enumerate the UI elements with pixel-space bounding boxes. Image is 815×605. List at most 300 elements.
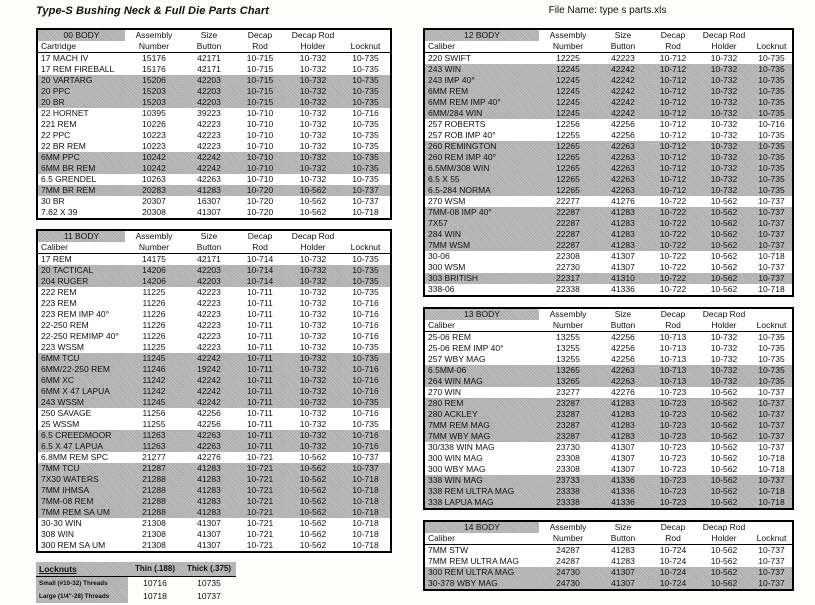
table-body (424, 545, 793, 591)
table-row (37, 207, 391, 219)
part-number-cell: 10-735 (341, 265, 391, 276)
part-number-cell: 10-732 (299, 309, 327, 319)
part-number-cell: 10-562 (285, 474, 341, 485)
col-header-holder: Holder (697, 533, 751, 545)
part-number-cell: 10-722 (659, 262, 687, 272)
part-number-cell: 10-562 (710, 453, 738, 463)
part-number-cell: 10-735 (352, 130, 379, 140)
table-row (424, 75, 793, 86)
table-row (424, 251, 793, 262)
part-number-cell: 11226 (142, 320, 166, 330)
part-number-cell: 42263 (597, 174, 649, 185)
part-number-cell: 42256 (611, 130, 635, 140)
part-number-cell: 22287 (539, 207, 597, 218)
part-number-cell: 10226 (142, 119, 166, 129)
part-number-cell: 13255 (556, 343, 580, 353)
col-header-locknut: Locknut (341, 242, 391, 254)
table-row (424, 365, 793, 376)
part-number-cell: 42263 (183, 430, 235, 441)
part-number-cell: 10-722 (649, 218, 697, 229)
part-number-cell: 10-711 (247, 342, 273, 352)
table-row (424, 273, 793, 284)
part-number-cell: 10-562 (299, 452, 327, 462)
part-number-cell: 10-562 (710, 251, 738, 261)
table-row (424, 262, 793, 273)
body-label: 00 BODY (37, 29, 125, 41)
part-number-cell: 10-712 (659, 119, 687, 129)
part-number-cell: 10-732 (299, 141, 327, 151)
table-row (37, 419, 391, 430)
table-row (37, 276, 391, 287)
part-number-cell: 42263 (597, 365, 649, 376)
locknut-row-label: Small (#10-32) Threads (36, 577, 128, 591)
caliber-cell: 17 REM (41, 254, 72, 264)
part-number-cell: 10-732 (697, 141, 751, 152)
part-number-cell: 10-718 (758, 464, 785, 474)
table-header-row (424, 320, 793, 332)
part-number-cell: 42263 (597, 152, 649, 163)
part-number-cell: 12255 (556, 130, 580, 140)
caliber-cell: 25-06 REM (428, 332, 471, 342)
part-number-cell: 23287 (539, 431, 597, 442)
part-number-cell: 11245 (125, 353, 183, 364)
part-number-cell: 10-562 (710, 545, 738, 555)
table-row (424, 376, 793, 387)
table-row (37, 540, 391, 552)
part-number-cell: 10-732 (299, 408, 327, 418)
part-number-cell: 42256 (197, 408, 221, 418)
part-number-cell: 42203 (183, 75, 235, 86)
part-number-cell: 22287 (539, 240, 597, 251)
caliber-cell: 30/338 WIN MAG (428, 442, 495, 452)
part-number-cell: 42242 (183, 353, 235, 364)
table-row (37, 97, 391, 108)
caliber-cell: 17 MACH IV (41, 53, 89, 63)
part-number-cell: 10-735 (751, 365, 793, 376)
col-header-size: Button (183, 242, 235, 254)
table-row (424, 486, 793, 497)
part-number-cell: 10-716 (352, 408, 379, 418)
part-number-cell: 10-737 (751, 240, 793, 251)
col-header-decap: Decap (247, 231, 273, 241)
col-header-holder: Holder (697, 320, 751, 332)
part-number-cell: 42223 (197, 309, 221, 319)
table-row (37, 452, 391, 463)
caliber-cell: 303 BRITISH (424, 273, 539, 284)
part-number-cell: 10-723 (659, 442, 687, 452)
caliber-cell: 260 REMINGTON (424, 141, 539, 152)
table-header-row (37, 29, 391, 41)
part-number-cell: 42242 (597, 86, 649, 97)
col-header-decap: Rod (649, 41, 697, 53)
part-number-cell: 41283 (597, 229, 649, 240)
part-number-cell: 12225 (556, 53, 580, 63)
part-number-cell: 10-710 (246, 119, 274, 129)
part-number-cell: 42203 (183, 86, 235, 97)
part-number-cell: 10-712 (649, 97, 697, 108)
col-header-decap: Rod (235, 41, 285, 53)
part-number-cell: 10-735 (758, 332, 785, 342)
table-row (424, 229, 793, 240)
parts-table-11-body (36, 229, 392, 553)
col-header-assembly: Number (125, 41, 183, 53)
part-number-cell: 10-737 (751, 475, 793, 486)
part-number-cell: 10395 (142, 108, 166, 118)
part-number-cell: 10-711 (235, 353, 285, 364)
part-number-cell: 10-562 (697, 567, 751, 578)
part-number-cell: 42223 (197, 331, 221, 341)
caliber-cell: 7MM WBY MAG (424, 431, 539, 442)
table-row (424, 207, 793, 218)
part-number-cell: 41307 (197, 207, 221, 217)
caliber-cell: 6.5-284 NORMA (424, 185, 539, 196)
caliber-cell: 22-250 REMIMP 40° (41, 331, 119, 341)
table-row (37, 298, 391, 309)
part-number-cell: 42223 (197, 287, 221, 297)
caliber-cell: 22 BR REM (41, 141, 86, 151)
part-number-cell: 10-716 (341, 375, 391, 386)
part-number-cell: 10-562 (697, 273, 751, 284)
caliber-cell: 243 WIN (424, 64, 539, 75)
table-header-row (424, 308, 793, 320)
part-number-cell: 42242 (597, 108, 649, 119)
table-row (424, 420, 793, 431)
table-row (37, 485, 391, 496)
part-number-cell: 10-711 (235, 441, 285, 452)
table-row (37, 353, 391, 364)
part-number-cell: 42171 (197, 64, 221, 74)
caliber-cell: 308 WIN (41, 529, 75, 539)
table-row (37, 185, 391, 196)
part-number-cell: 10-716 (341, 386, 391, 397)
part-number-cell: 10-737 (751, 273, 793, 284)
caliber-cell: 30-06 (428, 251, 450, 261)
caliber-cell: 300 WBY MAG (428, 464, 486, 474)
part-number-cell: 13255 (556, 332, 580, 342)
part-number-cell: 10-711 (247, 331, 273, 341)
part-number-cell: 10-562 (710, 196, 738, 206)
table-row (424, 86, 793, 97)
part-number-cell: 22308 (556, 251, 580, 261)
caliber-cell: 7X30 WATERS (37, 474, 125, 485)
part-number-cell: 10-718 (341, 474, 391, 485)
col-header-decap: Rod (649, 320, 697, 332)
part-number-cell: 12256 (556, 119, 580, 129)
part-number-cell: 10-737 (758, 442, 785, 452)
part-number-cell: 10-735 (751, 64, 793, 75)
caliber-cell: 6MM REM IMP 40° (424, 97, 539, 108)
caliber-cell: 17 REM FIREBALL (41, 64, 115, 74)
part-number-cell: 12265 (539, 185, 597, 196)
table-row (424, 53, 793, 65)
part-number-cell: 10-720 (246, 196, 274, 206)
part-number-cell: 41307 (597, 567, 649, 578)
col-header-decap: Decap (247, 30, 273, 40)
col-header-assembly: Assembly (549, 522, 587, 532)
table-row (37, 265, 391, 276)
part-number-cell: 10-724 (659, 545, 687, 555)
part-number-cell: 41307 (197, 540, 221, 550)
part-number-cell: 10-732 (697, 64, 751, 75)
table-body (424, 53, 793, 297)
part-number-cell: 41307 (597, 578, 649, 590)
part-number-cell: 10-718 (352, 529, 379, 539)
table-row (424, 343, 793, 354)
part-number-cell: 14206 (125, 276, 183, 287)
part-number-cell: 42171 (197, 254, 221, 264)
part-number-cell: 10-732 (299, 331, 327, 341)
part-number-cell: 10-737 (751, 218, 793, 229)
part-number-cell: 42256 (611, 354, 635, 364)
part-number-cell: 10-718 (751, 486, 793, 497)
caliber-cell: 223 REM (41, 298, 77, 308)
table-row (424, 409, 793, 420)
part-number-cell: 42256 (611, 343, 635, 353)
part-number-cell: 10-718 (758, 453, 785, 463)
part-number-cell: 10-722 (659, 251, 687, 261)
part-number-cell: 10-732 (710, 343, 738, 353)
table-row (37, 474, 391, 485)
table-row (424, 398, 793, 409)
part-number-cell: 10-732 (697, 152, 751, 163)
caliber-cell: 204 RUGER (37, 276, 125, 287)
part-number-cell: 42223 (197, 141, 221, 151)
part-number-cell: 10-716 (352, 298, 379, 308)
part-number-cell: 10-718 (352, 207, 379, 217)
part-number-cell: 42256 (611, 332, 635, 342)
part-number-cell: 10-732 (299, 108, 327, 118)
caliber-cell: 220 SWIFT (428, 53, 471, 63)
part-number-cell: 10-710 (246, 130, 274, 140)
part-number-cell: 20308 (142, 207, 166, 217)
caliber-cell: 338 WIN MAG (424, 475, 539, 486)
part-number-cell: 10-735 (352, 119, 379, 129)
table-body (37, 254, 391, 553)
table-row (37, 196, 391, 207)
part-number-cell: 10-562 (710, 442, 738, 452)
table-header-row (424, 29, 793, 41)
table-row (424, 97, 793, 108)
caliber-cell: 284 WIN (424, 229, 539, 240)
part-number-cell: 42276 (197, 452, 221, 462)
part-number-cell: 10-562 (710, 284, 738, 294)
table-row (37, 430, 391, 441)
part-number-cell: 10-723 (659, 464, 687, 474)
caliber-cell: 243 WSSM (37, 397, 125, 408)
col-header-size: Button (597, 533, 649, 545)
part-number-cell: 10-714 (235, 276, 285, 287)
part-number-cell: 10-732 (299, 287, 327, 297)
part-number-cell: 42256 (197, 419, 221, 429)
col-header-size: Size (614, 522, 632, 532)
col-header-holder: Decap Rod (702, 522, 746, 532)
col-header-holder: Decap Rod (291, 30, 335, 40)
part-number-cell: 10-737 (751, 229, 793, 240)
caliber-cell: 20 VARTARG (37, 75, 125, 86)
left-column (36, 28, 390, 603)
table-header-row (37, 230, 391, 242)
part-number-cell: 10-712 (649, 185, 697, 196)
part-number-cell: 15206 (125, 75, 183, 86)
part-number-cell: 11225 (142, 342, 166, 352)
part-number-cell: 10-562 (697, 229, 751, 240)
part-number-cell: 11242 (125, 386, 183, 397)
part-number-cell: 10-721 (246, 540, 274, 550)
part-number-cell: 10-735 (352, 174, 379, 184)
part-number-cell: 10242 (125, 163, 183, 174)
part-number-cell: 10-732 (697, 97, 751, 108)
part-number-cell: 10-711 (247, 320, 273, 330)
col-header-holder: Decap Rod (702, 309, 746, 319)
caliber-cell: 30-378 WBY MAG (424, 578, 539, 590)
part-number-cell: 10-722 (659, 196, 687, 206)
part-number-cell: 10718 (143, 591, 167, 601)
table-header-row (424, 533, 793, 545)
part-number-cell: 24287 (556, 545, 580, 555)
col-header-locknut (751, 29, 793, 41)
part-number-cell: 42203 (183, 276, 235, 287)
part-number-cell: 10-722 (659, 284, 687, 294)
col-header-locknut (341, 230, 391, 242)
caliber-cell: 257 WBY MAG (428, 354, 486, 364)
part-number-cell: 12245 (539, 75, 597, 86)
part-number-cell: 10-735 (341, 97, 391, 108)
part-number-cell: 10-732 (710, 119, 738, 129)
part-number-cell: 10-723 (659, 453, 687, 463)
caliber-cell: 222 REM (41, 287, 77, 297)
table-row (37, 507, 391, 518)
part-number-cell: 22287 (539, 218, 597, 229)
part-number-cell: 10-723 (649, 486, 697, 497)
part-number-cell: 41336 (611, 284, 635, 294)
part-number-cell: 22338 (556, 284, 580, 294)
parts-table-00-body (36, 28, 392, 220)
part-number-cell: 13265 (539, 376, 597, 387)
col-header-locknut (341, 29, 391, 41)
part-number-cell: 10-713 (659, 343, 687, 353)
part-number-cell: 10-735 (341, 163, 391, 174)
table-row (424, 332, 793, 344)
part-number-cell: 10-735 (352, 342, 379, 352)
table-row (424, 354, 793, 365)
part-number-cell: 10-732 (299, 174, 327, 184)
part-number-cell: 10-712 (649, 141, 697, 152)
part-number-cell: 10-716 (352, 108, 379, 118)
table-row (36, 590, 236, 603)
part-number-cell: 10-722 (649, 240, 697, 251)
part-number-cell: 42203 (183, 97, 235, 108)
caliber-cell: 260 REM IMP 40° (424, 152, 539, 163)
part-number-cell: 42263 (197, 174, 221, 184)
caliber-cell: 223 WSSM (41, 342, 84, 352)
part-number-cell: 10-732 (285, 353, 341, 364)
part-number-cell: 10-735 (751, 141, 793, 152)
part-number-cell: 10-721 (235, 496, 285, 507)
col-header-caliber: Caliber (424, 533, 539, 545)
part-number-cell: 10-721 (235, 474, 285, 485)
caliber-cell: 7.62 X 39 (41, 207, 78, 217)
part-number-cell: 10-735 (751, 97, 793, 108)
part-number-cell: 14206 (125, 265, 183, 276)
caliber-cell: 7MM WSM (424, 240, 539, 251)
caliber-cell: 30-30 WIN (41, 518, 82, 528)
caliber-cell: 223 REM IMP 40° (41, 309, 109, 319)
col-header-assembly: Number (539, 41, 597, 53)
part-number-cell: 42263 (597, 185, 649, 196)
part-number-cell: 11226 (142, 309, 166, 319)
table-row (37, 320, 391, 331)
table-row (37, 386, 391, 397)
table-row (424, 108, 793, 119)
part-number-cell: 11263 (125, 441, 183, 452)
col-header-size: Button (183, 41, 235, 53)
part-number-cell: 42263 (183, 441, 235, 452)
table-row (37, 141, 391, 152)
part-number-cell: 10-732 (710, 53, 738, 63)
table-row (37, 518, 391, 529)
caliber-cell: 257 ROBERTS (428, 119, 486, 129)
col-header-holder: Decap Rod (291, 231, 335, 241)
part-number-cell: 10-562 (697, 578, 751, 590)
part-number-cell: 10-723 (649, 420, 697, 431)
part-number-cell: 10-712 (649, 64, 697, 75)
part-number-cell: 10-732 (697, 108, 751, 119)
part-number-cell: 10-715 (235, 86, 285, 97)
table-row (424, 442, 793, 453)
part-number-cell: 12265 (539, 163, 597, 174)
caliber-cell: 30 BR (41, 196, 65, 206)
right-column (423, 28, 792, 601)
col-header-assembly: Number (539, 533, 597, 545)
part-number-cell: 10-712 (649, 174, 697, 185)
body-label: 14 BODY (424, 521, 539, 533)
part-number-cell: 10-732 (299, 53, 327, 63)
table-row (37, 287, 391, 298)
part-number-cell: 10-562 (697, 240, 751, 251)
table-row (36, 577, 236, 591)
part-number-cell: 21288 (125, 474, 183, 485)
col-header-thick: Thick (.375) (182, 562, 236, 577)
caliber-cell: 300 WSM (428, 262, 466, 272)
part-number-cell: 10-562 (285, 485, 341, 496)
part-number-cell: 42223 (197, 130, 221, 140)
part-number-cell: 42263 (597, 163, 649, 174)
table-row (424, 185, 793, 196)
part-number-cell: 10-721 (235, 463, 285, 474)
part-number-cell: 10223 (142, 130, 166, 140)
part-number-cell: 23308 (556, 464, 580, 474)
col-header-size: Button (597, 320, 649, 332)
caliber-cell: 338 REM ULTRA MAG (424, 486, 539, 497)
part-number-cell: 10-732 (697, 75, 751, 86)
part-number-cell: 10-712 (649, 163, 697, 174)
col-header-size: Size (200, 231, 218, 241)
locknuts-label: Locknuts (36, 562, 128, 577)
part-number-cell: 10-732 (710, 130, 738, 140)
col-header-assembly: Assembly (549, 30, 587, 40)
part-number-cell: 10-732 (697, 174, 751, 185)
part-number-cell: 10-724 (649, 578, 697, 590)
part-number-cell: 10-711 (247, 298, 273, 308)
part-number-cell: 10-735 (758, 354, 785, 364)
table-row (37, 342, 391, 353)
part-number-cell: 10-735 (352, 419, 379, 429)
caliber-cell: 338-06 (428, 284, 455, 294)
part-number-cell: 10-716 (352, 331, 379, 341)
part-number-cell: 10-562 (697, 420, 751, 431)
table-row (37, 64, 391, 75)
part-number-cell: 10-737 (758, 262, 785, 272)
